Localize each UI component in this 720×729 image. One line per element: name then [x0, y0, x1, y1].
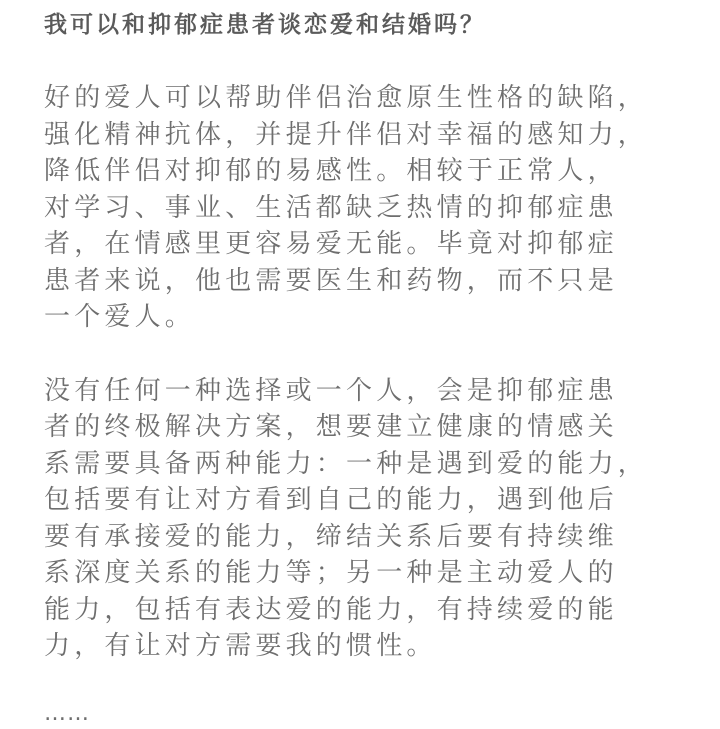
article-title: 我可以和抑郁症患者谈恋爱和结婚吗？	[44, 12, 486, 38]
article-paragraph-2: 没有任何一种选择或一个人，会是抑郁症患 者的终极解决方案，想要建立健康的情感关 系需要具备两种能力：一种是遇到爱的能力， 包括要有让对方看到自己的能力，遇到他后 要有承接爱的能力，缔结关系后要有持续维 系深度关系的能力等；另一种是主动爱人的 能力，包括有表达爱的能力，有持续爱的能 力，有让对方需要我的惯性。	[44, 375, 649, 661]
continuation-ellipsis: ……	[44, 700, 90, 726]
article	[44, 0, 704, 729]
article-paragraph-1: 好的爱人可以帮助伴侣治愈原生性格的缺陷， 强化精神抗体，并提升伴侣对幸福的感知力， 降低伴侣对抑郁的易感性。相较于正常人， 对学习、事业、生活都缺乏热情的抑郁症患 者，在情感里更容易爱无能。毕竟对抑郁症 患者来说，他也需要医生和药物，而不只是 一个爱人。	[44, 83, 649, 332]
